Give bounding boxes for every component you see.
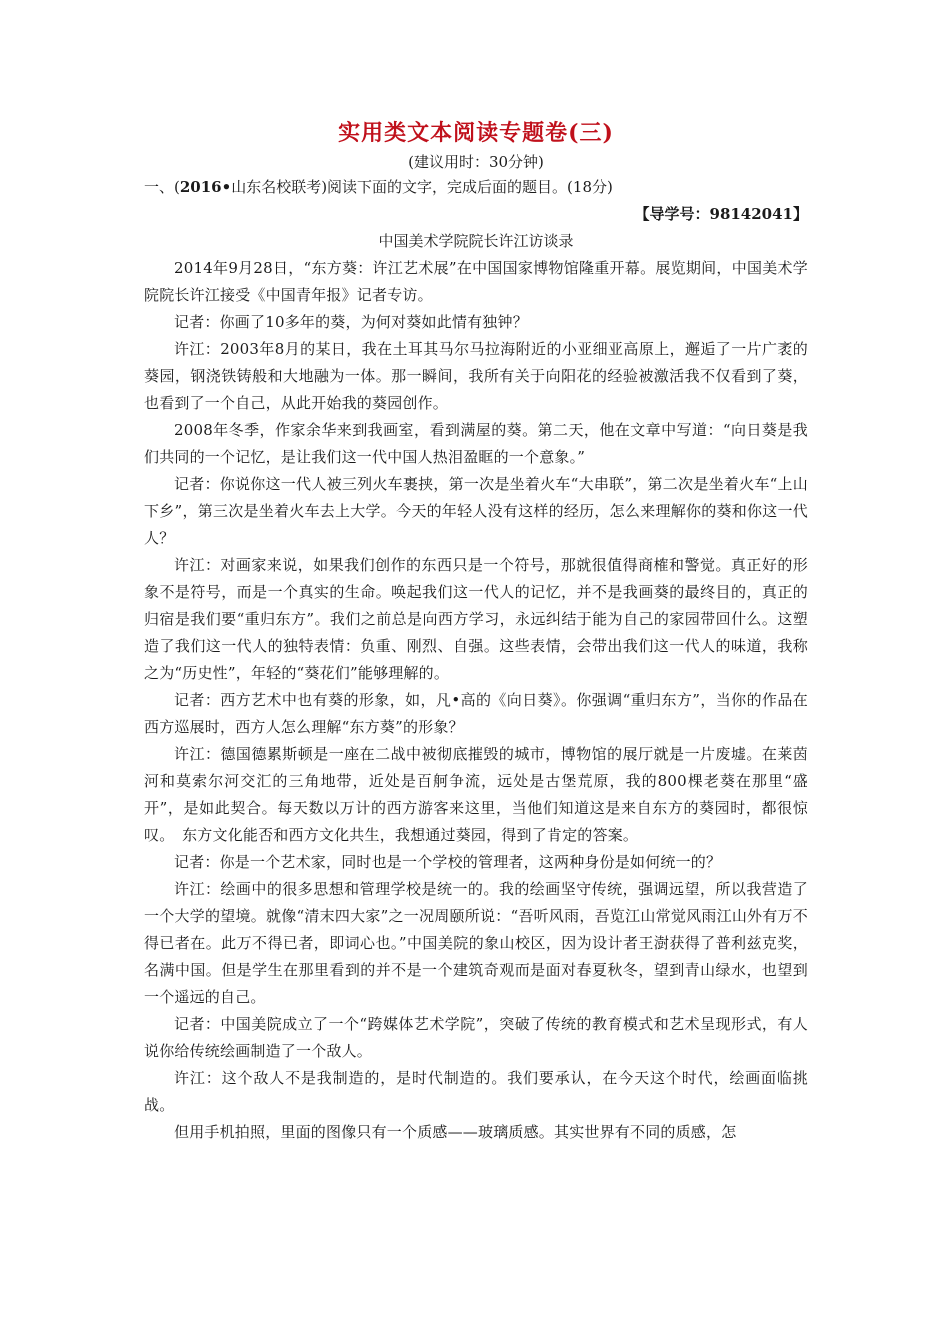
paragraph: 许江：对画家来说，如果我们创作的东西只是一个符号，那就很值得商榷和警觉。真正好的形象不是符号，而是一个真实的生命。唤起我们这一代人的记忆，并不是我画葵的最终目的，真正的归宿是我们要“重归东方”。我们之前总是向西方学习，永远纠结于能为自己的家园带回什么。这塑造了我们这一代人的独特表情：负重、刚烈、自强。这些表情，会带出我们这一代人的味道，我称之为“历史性”，年轻的“葵花们”能够理解的。	[144, 556, 808, 682]
paragraph: 许江：绘画中的很多思想和管理学校是统一的。我的绘画坚守传统，强调远望，所以我营造了一个大学的望境。就像“清末四大家”之一况周颐所说：“吾听风雨，吾览江山常觉风雨江山外有万不得已者在。此万不得已者，即词心也。”中国美院的象山校区，因为设计者王澍获得了普利兹克奖，名满中国。但是学生在那里看到的并不是一个建筑奇观而是面对春夏秋冬，望到青山绿水，也望到一个遥远的自己。	[144, 880, 808, 1006]
paragraph: 许江：这个敌人不是我制造的，是时代制造的。我们要承认，在今天这个时代，绘画面临挑战。	[144, 1069, 808, 1114]
question-source-rest: 山东名校联考)阅读下面的文字，完成后面的题目。(18分)	[231, 178, 613, 196]
question-instruction	[144, 174, 808, 201]
suggested-time: (建议用时：30分钟)	[408, 153, 544, 171]
paragraph: 但用手机拍照，里面的图像只有一个质感——玻璃质感。其实世界有不同的质感，怎	[174, 1123, 737, 1141]
paragraph: 许江：德国德累斯顿是一座在二战中被彻底摧毁的城市，博物馆的展厅就是一片废墟。在莱茵河和莫索尔河交汇的三角地带，近处是百舸争流，远处是古堡荒原，我的800棵老葵在那里“盛开”，是如此契合。每天数以万计的西方游客来这里，当他们知道这是来自东方的葵园时，都很惊叹。 东方文化能否和西方文化共生，我想通过葵园，得到了肯定的答案。	[144, 745, 808, 844]
paragraph: 记者：你画了10多年的葵，为何对葵如此情有独钟？	[174, 313, 528, 331]
paragraph: 记者：西方艺术中也有葵的形象，如，凡•高的《向日葵》。你强调“重归东方”，当你的作品在西方巡展时，西方人怎么理解“东方葵”的形象？	[144, 691, 808, 736]
paragraph: 记者：你是一个艺术家，同时也是一个学校的管理者，这两种身份是如何统一的？	[174, 853, 722, 871]
document-page	[144, 118, 808, 1146]
paragraph: 许江：2003年8月的某日，我在土耳其马尔马拉海附近的小亚细亚高原上，邂逅了一片广袤的葵园，钢浇铁铸般和大地融为一体。那一瞬间，我所有关于向阳花的经验被激活我不仅看到了葵，也看到了一个自己，从此开始我的葵园创作。	[144, 340, 808, 412]
question-prefix: 一、(	[144, 178, 180, 196]
paragraph: 记者：中国美院成立了一个“跨媒体艺术学院”，突破了传统的教育模式和艺术呈现形式，有人说你给传统绘画制造了一个敌人。	[144, 1015, 808, 1060]
document-title: 实用类文本阅读专题卷(三)	[338, 120, 614, 146]
question-source-year: 2016•	[179, 178, 232, 196]
paragraph: 记者：你说你这一代人被三列火车裹挟，第一次是坐着火车“大串联”，第二次是坐着火车“上山下乡”，第三次是坐着火车去上大学。今天的年轻人没有这样的经历，怎么来理解你的葵和你这一代人？	[144, 475, 808, 547]
paragraph: 2008年冬季，作家余华来到我画室，看到满屋的葵。第二天，他在文章中写道：“向日葵是我们共同的一个记忆，是让我们这一代中国人热泪盈眶的一个意象。”	[144, 421, 808, 466]
paragraph: 2014年9月28日，“东方葵：许江艺术展”在中国国家博物馆隆重开幕。展览期间，中国美术学院院长许江接受《中国青年报》记者专访。	[144, 259, 808, 304]
article-title: 中国美术学院院长许江访谈录	[378, 232, 574, 250]
guide-number: 【导学号：98142041】	[634, 205, 808, 223]
